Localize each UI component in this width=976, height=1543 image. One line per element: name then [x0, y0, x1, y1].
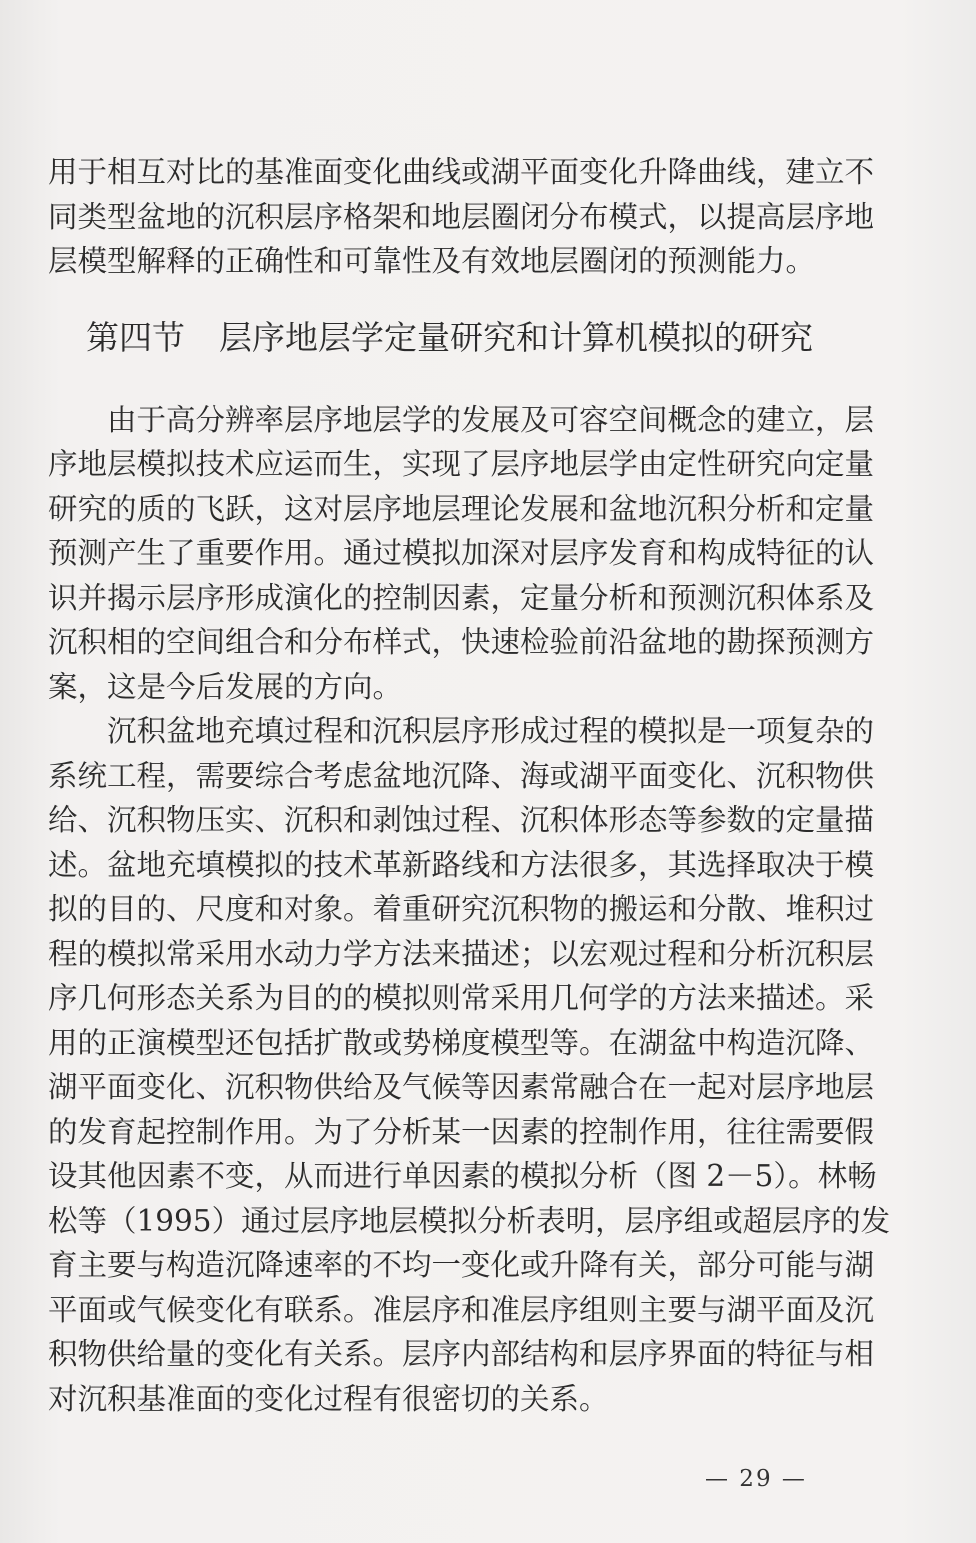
text-line: 沉积相的空间组合和分布样式，快速检验前沿盆地的勘探预测方	[48, 625, 875, 659]
text-line: 积物供给量的变化有关系。层序内部结构和层序界面的特征与相	[48, 1337, 875, 1371]
text-line: 由于高分辨率层序地层学的发展及可容空间概念的建立，层	[48, 402, 875, 437]
text-line: 的发育起控制作用。为了分析某一因素的控制作用，往往需要假	[48, 1114, 875, 1149]
text-line: 识并揭示层序形成演化的控制因素，定量分析和预测沉积体系及	[48, 580, 875, 615]
text-line: 湖平面变化、沉积物供给及气候等因素常融合在一起对层序地层	[48, 1070, 875, 1104]
text-line: 预测产生了重要作用。通过模拟加深对层序发育和构成特征的认	[48, 536, 875, 570]
text-line: 对沉积基准面的变化过程有很密切的关系。	[48, 1381, 609, 1416]
text-line: 程的模拟常采用水动力学方法来描述；以宏观过程和分析沉积层	[48, 936, 875, 971]
text-line: 给、沉积物压实、沉积和剥蚀过程、沉积体形态等参数的定量描	[48, 803, 875, 837]
intro-paragraph	[48, 150, 875, 284]
text-line: 用于相互对比的基准面变化曲线或湖平面变化升降曲线，建立不	[48, 155, 875, 189]
text-line: 层模型解释的正确性和可靠性及有效地层圈闭的预测能力。	[48, 244, 816, 278]
text-line: 案，这是今后发展的方向。	[48, 669, 403, 704]
section-heading	[86, 308, 856, 368]
text-line: 研究的质的飞跃，这对层序地层理论发展和盆地沉积分析和定量	[48, 491, 875, 526]
section-number: 第四节	[86, 317, 185, 357]
text-line: 育主要与构造沉降速率的不均一变化或升降有关，部分可能与湖	[48, 1248, 875, 1282]
text-line: 拟的目的、尺度和对象。着重研究沉积物的搬运和分散、堆积过	[48, 892, 875, 926]
text-line: 同类型盆地的沉积层序格架和地层圈闭分布模式，以提高层序地	[48, 199, 875, 234]
text-line: 用的正演模型还包括扩散或势梯度模型等。在湖盆中构造沉降、	[48, 1025, 875, 1060]
paragraph-2	[48, 709, 891, 1421]
page-number: — 29 —	[705, 1466, 807, 1492]
text-line: 松等（1995）通过层序地层模拟分析表明，层序组或超层序的发	[48, 1203, 891, 1238]
paragraph-1	[48, 398, 875, 710]
text-line: 序地层模拟技术应运而生，实现了层序地层学由定性研究向定量	[48, 447, 875, 481]
text-line: 设其他因素不变，从而进行单因素的模拟分析（图 2－5）。林畅	[48, 1159, 877, 1193]
text-line: 平面或气候变化有联系。准层序和准层序组则主要与湖平面及沉	[48, 1292, 875, 1327]
text-line: 系统工程，需要综合考虑盆地沉降、海或湖平面变化、沉积物供	[48, 758, 875, 793]
text-line: 序几何形态关系为目的的模拟则常采用几何学的方法来描述。采	[48, 981, 875, 1015]
text-line: 述。盆地充填模拟的技术革新路线和方法很多，其选择取决于模	[48, 847, 875, 882]
page-body	[48, 150, 891, 1421]
section-title: 层序地层学定量研究和计算机模拟的研究	[219, 317, 813, 357]
text-line: 沉积盆地充填过程和沉积层序形成过程的模拟是一项复杂的	[48, 714, 875, 748]
